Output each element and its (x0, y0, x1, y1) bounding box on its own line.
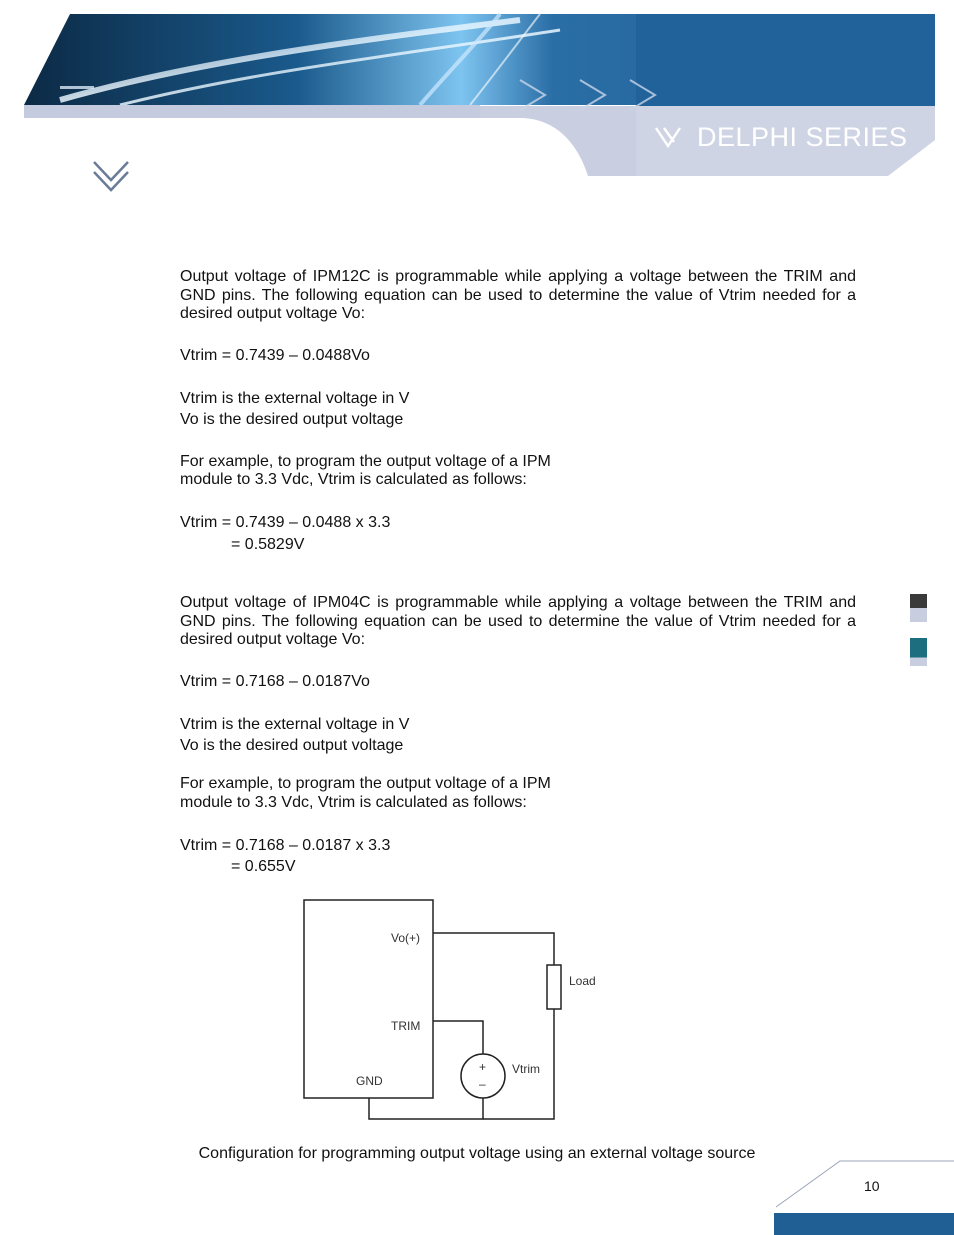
vtrim-plus: + (479, 1060, 487, 1074)
chevron-logo-icon (92, 158, 130, 194)
vo-wire (433, 933, 554, 965)
ipm12c-calc-result: = 0.5829V (231, 536, 305, 553)
side-tab-teal (910, 638, 927, 666)
ipm12c-equation: Vtrim = 0.7439 – 0.0488Vo (180, 347, 370, 364)
ipm04c-intro: Output voltage of IPM04C is programmable while applying a voltage between the TRIM and GND pins. The following equation can be used to determine the value of Vtrim needed for a desired output voltage Vo: (180, 594, 856, 649)
load-label: Load (569, 974, 596, 988)
header-banner (0, 0, 954, 190)
gnd-pin-label: GND (356, 1074, 383, 1088)
vtrim-minus: – (479, 1077, 486, 1091)
ipm12c-definition-vo: Vo is the desired output voltage (180, 411, 404, 428)
ipm12c-example-line2: module to 3.3 Vdc, Vtrim is calculated as follows: (180, 471, 527, 488)
load-resistor (547, 965, 561, 1009)
brand-text: DELPHI SERIES (697, 122, 908, 152)
vtrim-label: Vtrim (512, 1062, 540, 1076)
ipm12c-example-line1: For example, to program the output voltage of a IPM (180, 453, 551, 470)
circuit-diagram (300, 895, 610, 1125)
ipm04c-definition-vtrim: Vtrim is the external voltage in V (180, 716, 410, 733)
ipm04c-example-line1: For example, to program the output voltage of a IPM (180, 775, 551, 792)
ipm04c-example-line2: module to 3.3 Vdc, Vtrim is calculated as follows: (180, 794, 527, 811)
ipm12c-definition-vtrim: Vtrim is the external voltage in V (180, 390, 410, 407)
ipm04c-calc-result: = 0.655V (231, 858, 296, 875)
gnd-wire (369, 1098, 483, 1119)
ipm04c-calc-line1: Vtrim = 0.7168 – 0.0187 x 3.3 (180, 837, 391, 854)
module-box (304, 900, 433, 1098)
ipm04c-definition-vo: Vo is the desired output voltage (180, 737, 404, 754)
ipm12c-calc-line1: Vtrim = 0.7439 – 0.0488 x 3.3 (180, 514, 391, 531)
footer-decoration (770, 1155, 954, 1235)
ipm04c-equation: Vtrim = 0.7168 – 0.0187Vo (180, 673, 370, 690)
trim-wire (433, 1021, 483, 1054)
trim-pin-label: TRIM (391, 1019, 421, 1033)
side-tab-dark (910, 594, 927, 622)
ipm12c-intro: Output voltage of IPM12C is programmable while applying a voltage between the TRIM and GND pins. The following equation can be used to determine the value of Vtrim needed for a desired output voltage Vo: (180, 268, 856, 323)
vo-pin-label: Vo(+) (391, 931, 421, 945)
figure-caption: Configuration for programming output voltage using an external voltage source (198, 1145, 756, 1162)
page-number: 10 (864, 1178, 880, 1194)
